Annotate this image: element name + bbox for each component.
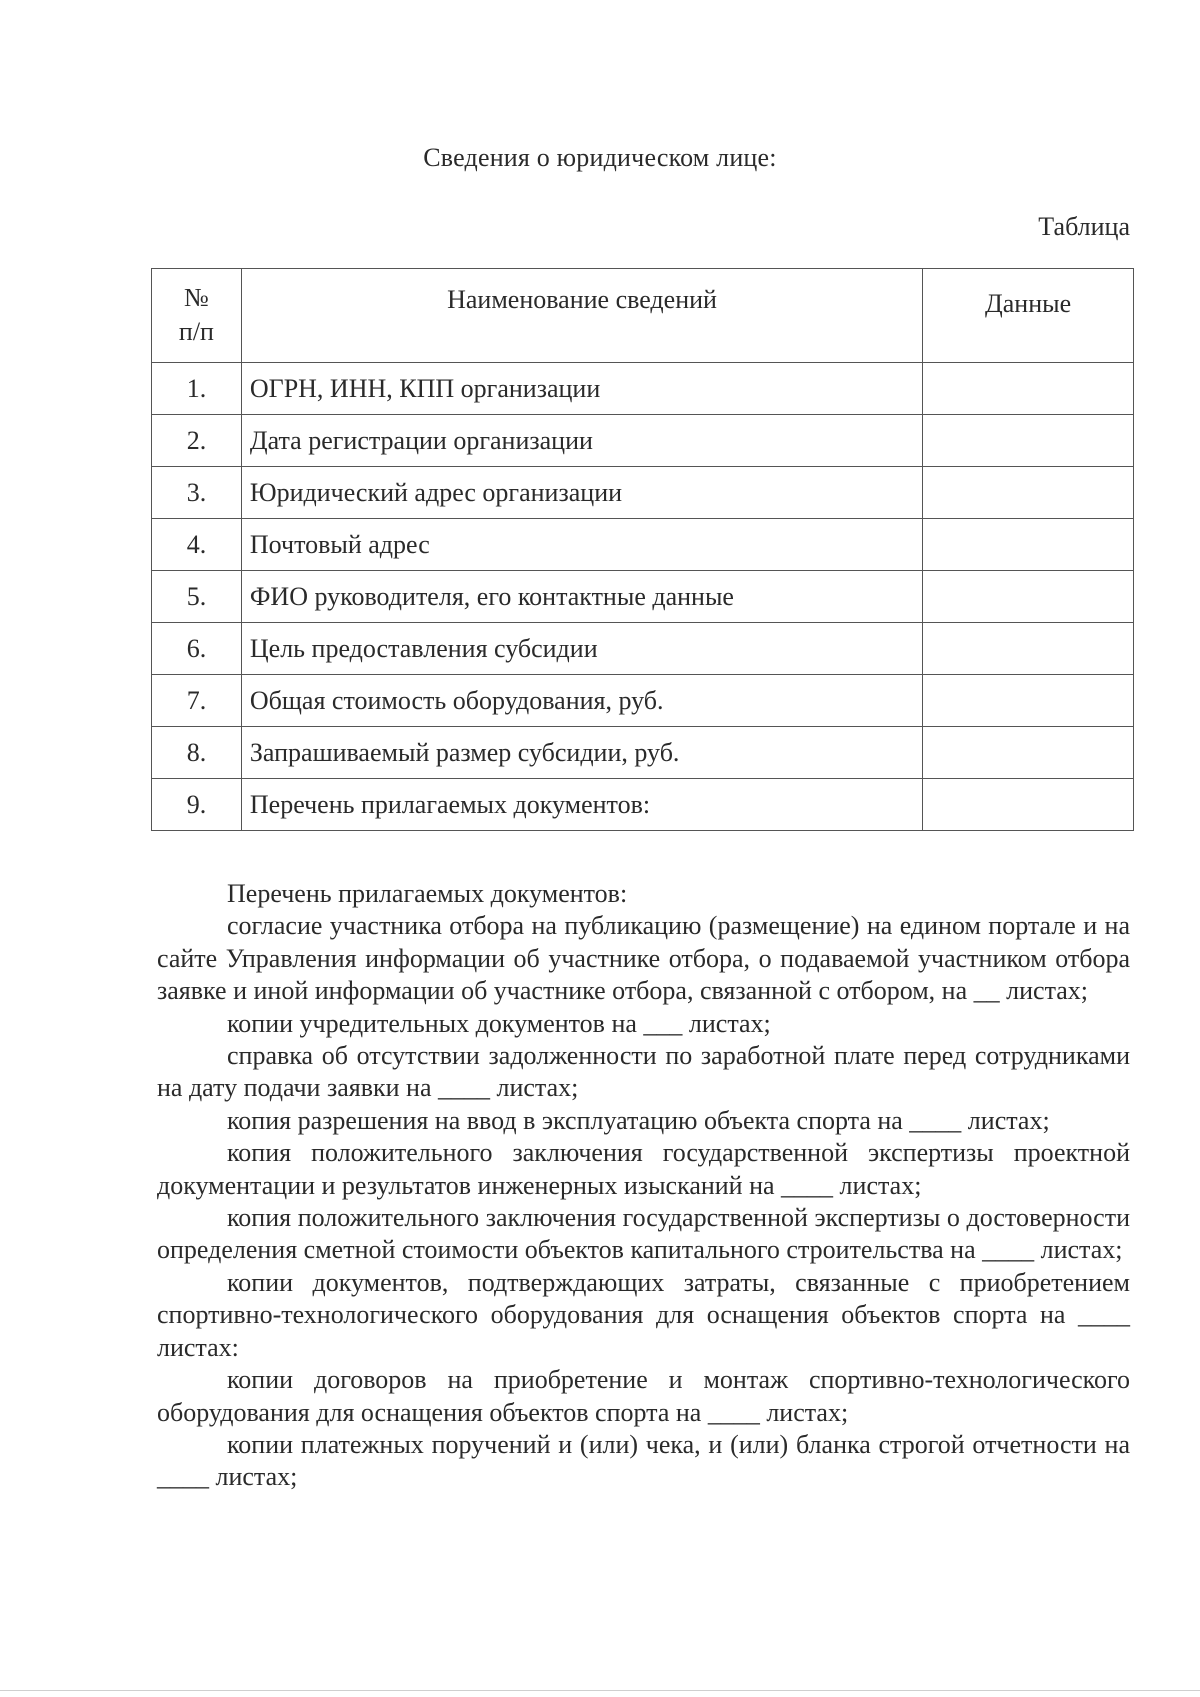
row-data-cell[interactable] (923, 363, 1134, 415)
table-row (152, 571, 1134, 623)
row-name: Дата регистрации организации (241, 415, 922, 467)
table-row (152, 779, 1134, 831)
row-number: 3. (152, 467, 242, 519)
table-row (152, 623, 1134, 675)
header-name: Наименование сведений (241, 269, 922, 363)
document-item: копия разрешения на ввод в эксплуатацию объекта спорта на ____ листах; (227, 1105, 1050, 1135)
row-data-cell[interactable] (923, 779, 1134, 831)
row-name: Цель предоставления субсидии (241, 623, 922, 675)
row-name: Юридический адрес организации (241, 467, 922, 519)
row-number: 1. (152, 363, 242, 415)
attached-documents-section (157, 878, 1130, 1494)
row-number: 9. (152, 779, 242, 831)
row-number: 5. (152, 571, 242, 623)
page-heading: Сведения о юридическом лице: (423, 143, 777, 172)
row-data-cell[interactable] (923, 727, 1134, 779)
row-number: 7. (152, 675, 242, 727)
row-name: ОГРН, ИНН, КПП организации (241, 363, 922, 415)
row-number: 6. (152, 623, 242, 675)
table-row (152, 363, 1134, 415)
row-name: ФИО руководителя, его контактные данные (241, 571, 922, 623)
row-data-cell[interactable] (923, 675, 1134, 727)
row-data-cell[interactable] (923, 467, 1134, 519)
row-number: 2. (152, 415, 242, 467)
document-item: копии учредительных документов на ___ листах; (227, 1008, 771, 1038)
row-number: 4. (152, 519, 242, 571)
documents-title: Перечень прилагаемых документов: (227, 879, 628, 908)
document-item: копия положительного заключения государственной экспертизы о достоверности определения сметной стоимости объектов капитального строительства на ____ листах; (157, 1203, 1130, 1265)
table-row (152, 519, 1134, 571)
scan-edge-line (0, 1690, 1200, 1691)
table-row (152, 675, 1134, 727)
table-header-row (152, 269, 1134, 363)
document-item: справка об отсутствии задолженности по заработной плате перед сотрудниками на дату подачи заявки на ____ листах; (157, 1041, 1130, 1103)
document-item: копия положительного заключения государственной экспертизы проектной документации и результатов инженерных изысканий на ____ листах; (157, 1138, 1130, 1200)
table-row (152, 415, 1134, 467)
row-data-cell[interactable] (923, 571, 1134, 623)
document-item: согласие участника отбора на публикацию (размещение) на едином портале и на сайте Управления информации об участнике отбора, о подаваемой участником отбора заявке и иной информации об участнике отбора, связанной с отбором, на __ листах; (157, 911, 1130, 1006)
document-item: копии документов, подтверждающих затраты, связанные с приобретением спортивно-технологического оборудования для оснащения объектов спорта на ____ листах: (157, 1267, 1130, 1362)
row-name: Запрашиваемый размер субсидии, руб. (241, 727, 922, 779)
header-data: Данные (923, 269, 1134, 363)
row-data-cell[interactable] (923, 519, 1134, 571)
row-data-cell[interactable] (923, 415, 1134, 467)
table-row (152, 727, 1134, 779)
row-number: 8. (152, 727, 242, 779)
table-row (152, 467, 1134, 519)
legal-entity-info-table (151, 268, 1134, 831)
header-number-symbol: № (184, 283, 209, 312)
row-data-cell[interactable] (923, 623, 1134, 675)
row-name: Перечень прилагаемых документов: (241, 779, 922, 831)
table-caption: Таблица (1038, 212, 1130, 241)
header-number (152, 269, 242, 363)
document-item: копии платежных поручений и (или) чека, и (или) бланка строгой отчетности на ____ листах; (157, 1429, 1130, 1492)
header-number-abbrev: п/п (178, 317, 214, 346)
document-item: копии договоров на приобретение и монтаж спортивно-технологического оборудования для оснащения объектов спорта на ____ листах; (157, 1365, 1130, 1427)
row-name: Общая стоимость оборудования, руб. (241, 675, 922, 727)
row-name: Почтовый адрес (241, 519, 922, 571)
